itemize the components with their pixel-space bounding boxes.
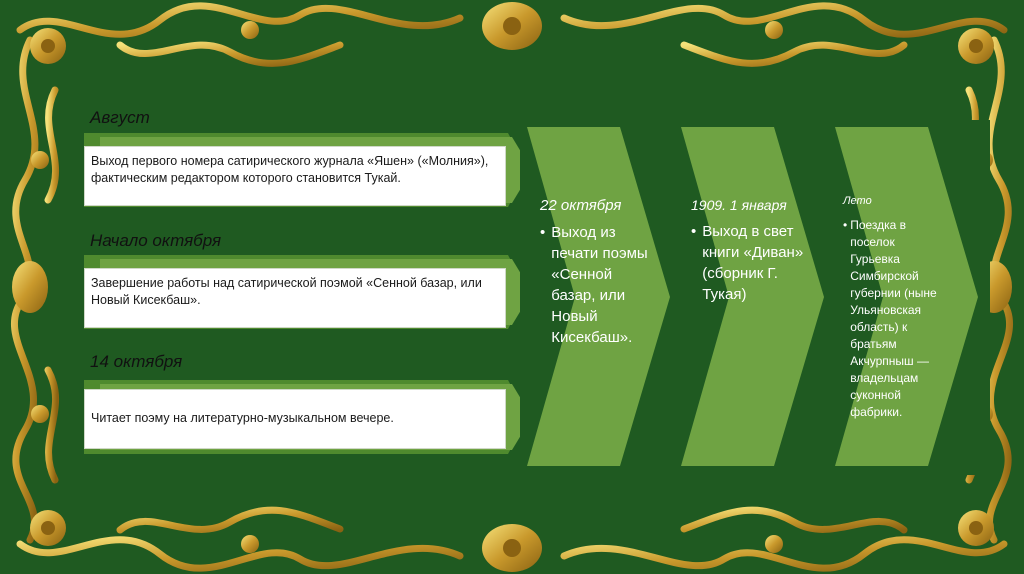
bullet: •: [843, 218, 848, 232]
chevron-3-date: Лето: [843, 195, 872, 207]
date-heading-2: Начало октября: [90, 231, 222, 250]
chevron-2-date: 1909. 1 января: [691, 197, 787, 213]
chevron-1-content: [540, 197, 660, 348]
chevron-1-date: 22 октября: [540, 197, 622, 214]
date-heading-1: Август: [90, 108, 150, 127]
event-box-2: Завершение работы над сатирической поэмой «Сенной базар, или Новый Кисекбаш».: [84, 268, 506, 328]
chevron-1-text: Выход из печати поэмы «Сенной базар, или Новый Кисекбаш».: [551, 224, 648, 346]
bullet: •: [540, 224, 546, 241]
chevron-2-content: [691, 197, 815, 305]
bullet: •: [691, 223, 697, 240]
chevron-2-text: Выход в свет книги «Диван» (сборник Г. Тукая): [702, 223, 804, 303]
event-box-3: Читает поэму на литературно-музыкальном вечере.: [84, 389, 506, 449]
chevron-3-content: [843, 195, 943, 421]
event-box-1: Выход первого номера сатирического журнала «Яшен» («Молния»), фактическим редактором которого становится Тукай.: [84, 146, 506, 206]
chevron-3-text: Поездка в поселок Гурьевка Симбирской губернии (ныне Ульяновская область) к братьям Акчурпныш — владельцам суконной фабрики.: [850, 218, 937, 419]
date-heading-3: 14 октября: [90, 352, 183, 371]
